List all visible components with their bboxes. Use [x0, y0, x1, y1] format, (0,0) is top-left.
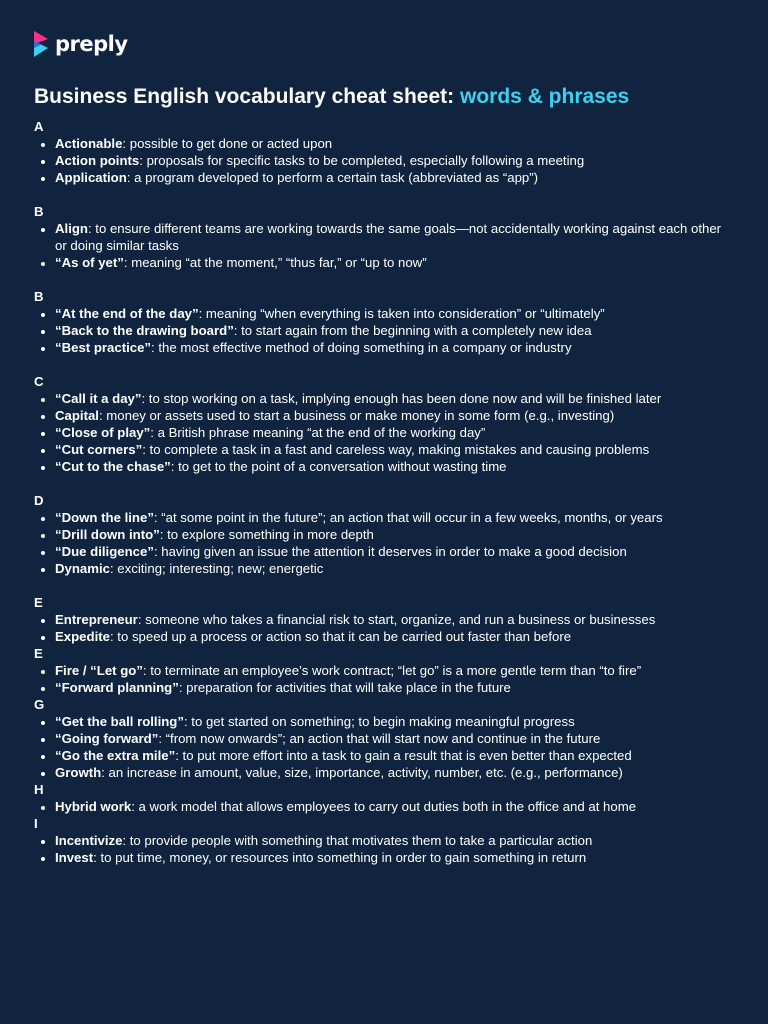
vocab-definition: : exciting; interesting; new; energetic — [109, 561, 324, 576]
vocab-item — [55, 526, 734, 543]
section-6 — [34, 645, 734, 696]
vocab-term: “Cut to the chase” — [55, 459, 171, 474]
vocab-definition: : meaning “at the moment,” “thus far,” or “up to now” — [123, 255, 427, 270]
vocab-term: Align — [55, 221, 88, 236]
vocab-definition: : to ensure different teams are working towards the same goals—not accidentally working against each other or doing similar tasks — [55, 221, 722, 253]
preply-logo[interactable] — [33, 31, 128, 57]
vocabulary-list — [34, 118, 734, 866]
vocab-item — [55, 713, 734, 730]
section-8 — [34, 781, 734, 815]
vocab-item — [55, 390, 734, 407]
vocab-term: Growth — [55, 765, 102, 780]
vocab-item — [55, 441, 734, 458]
section-letter: B — [34, 289, 44, 304]
vocab-item — [55, 458, 734, 475]
section-5 — [34, 594, 734, 645]
section-9 — [34, 815, 734, 866]
section-letter: E — [34, 595, 43, 610]
vocab-term: Expedite — [55, 629, 110, 644]
vocab-term: “Down the line” — [55, 510, 154, 525]
section-letter: E — [34, 646, 43, 661]
vocab-definition: : the most effective method of doing something in a company or industry — [151, 340, 572, 355]
section-0 — [34, 118, 734, 186]
vocab-term: Fire / “Let go” — [55, 663, 143, 678]
vocab-definition: : “at some point in the future”; an action that will occur in a few weeks, months, or years — [153, 510, 663, 525]
term-list — [34, 662, 734, 696]
section-letter: D — [34, 493, 44, 508]
vocab-term: “Back to the drawing board” — [55, 323, 234, 338]
vocab-term: “Due diligence” — [55, 544, 154, 559]
vocab-item — [55, 662, 734, 679]
vocab-term: “Cut corners” — [55, 442, 143, 457]
preply-logo-text: preply — [55, 32, 128, 56]
vocab-definition: : a work model that allows employees to carry out duties both in the office and at home — [131, 799, 637, 814]
vocab-definition: : to start again from the beginning with a completely new idea — [233, 323, 592, 338]
vocab-item — [55, 407, 734, 424]
vocab-item — [55, 424, 734, 441]
vocab-definition: : possible to get done or acted upon — [122, 136, 333, 151]
vocab-term: Actionable — [55, 136, 123, 151]
term-list — [34, 305, 734, 356]
vocab-term: “Call it a day” — [55, 391, 142, 406]
vocab-term: “As of yet” — [55, 255, 124, 270]
title-accent: words & phrases — [460, 85, 630, 108]
vocab-definition: : to provide people with something that motivates them to take a particular action — [122, 833, 593, 848]
vocab-term: “At the end of the day” — [55, 306, 199, 321]
vocab-item — [55, 679, 734, 696]
section-letter: A — [34, 119, 44, 134]
vocab-definition: : to explore something in more depth — [159, 527, 374, 542]
vocab-item — [55, 305, 734, 322]
vocab-term: “Go the extra mile” — [55, 748, 176, 763]
vocab-item — [55, 220, 734, 254]
term-list — [34, 220, 734, 271]
vocab-definition: : an increase in amount, value, size, importance, activity, number, etc. (e.g., performance) — [101, 765, 623, 780]
preply-logo-icon — [33, 31, 49, 57]
vocab-definition: : to put more effort into a task to gain a result that is even better than expected — [175, 748, 632, 763]
section-2 — [34, 288, 734, 356]
section-letter: G — [34, 697, 45, 712]
vocab-definition: : preparation for activities that will take place in the future — [178, 680, 511, 695]
vocab-definition: : having given an issue the attention it deserves in order to make a good decision — [153, 544, 627, 559]
vocab-item — [55, 339, 734, 356]
vocab-item — [55, 560, 734, 577]
vocab-term: Hybrid work — [55, 799, 132, 814]
vocab-item — [55, 832, 734, 849]
section-letter: B — [34, 204, 44, 219]
vocab-item — [55, 764, 734, 781]
term-list — [34, 135, 734, 186]
vocab-definition: : money or assets used to start a business or make money in some form (e.g., investing) — [98, 408, 615, 423]
section-3 — [34, 373, 734, 475]
vocab-item — [55, 747, 734, 764]
vocab-item — [55, 322, 734, 339]
term-list — [34, 713, 734, 781]
page-title — [34, 84, 629, 110]
vocab-item — [55, 152, 734, 169]
title-main: Business English vocabulary cheat sheet: — [34, 85, 455, 108]
section-1 — [34, 203, 734, 271]
section-letter: I — [34, 816, 38, 831]
section-4 — [34, 492, 734, 577]
vocab-item — [55, 509, 734, 526]
vocab-definition: : “from now onwards”; an action that will start now and continue in the future — [158, 731, 601, 746]
vocab-item — [55, 135, 734, 152]
vocab-definition: : someone who takes a financial risk to start, organize, and run a business or businesses — [137, 612, 656, 627]
vocab-term: “Get the ball rolling” — [55, 714, 184, 729]
vocab-definition: : to speed up a process or action so that it can be carried out faster than before — [109, 629, 572, 644]
vocab-item — [55, 254, 734, 271]
term-list — [34, 509, 734, 577]
vocab-term: Application — [55, 170, 127, 185]
vocab-term: Invest — [55, 850, 94, 865]
vocab-definition: : a program developed to perform a certain task (abbreviated as “app”) — [126, 170, 539, 185]
section-letter: C — [34, 374, 44, 389]
vocab-item — [55, 628, 734, 645]
vocab-definition: : proposals for specific tasks to be completed, especially following a meeting — [139, 153, 585, 168]
vocab-definition: : to stop working on a task, implying enough has been done now and will be finished later — [141, 391, 662, 406]
vocab-definition: : meaning “when everything is taken into consideration” or “ultimately” — [198, 306, 605, 321]
vocab-definition: : to terminate an employee’s work contract; “let go” is a more gentle term than “to fire” — [142, 663, 642, 678]
vocab-item — [55, 611, 734, 628]
vocab-term: “Forward planning” — [55, 680, 179, 695]
section-7 — [34, 696, 734, 781]
vocab-item — [55, 798, 734, 815]
vocab-term: “Best practice” — [55, 340, 152, 355]
vocab-term: Capital — [55, 408, 99, 423]
vocab-term: “Close of play” — [55, 425, 151, 440]
vocab-item — [55, 849, 734, 866]
vocab-term: “Drill down into” — [55, 527, 160, 542]
vocab-item — [55, 730, 734, 747]
vocab-item — [55, 169, 734, 186]
term-list — [34, 832, 734, 866]
term-list — [34, 611, 734, 645]
section-letter: H — [34, 782, 44, 797]
vocab-item — [55, 543, 734, 560]
vocab-definition: : to get to the point of a conversation without wasting time — [170, 459, 507, 474]
vocab-term: Entrepreneur — [55, 612, 138, 627]
vocab-definition: : a British phrase meaning “at the end of the working day” — [150, 425, 486, 440]
term-list — [34, 798, 734, 815]
vocab-term: Incentivize — [55, 833, 123, 848]
vocab-definition: : to complete a task in a fast and careless way, making mistakes and causing problems — [142, 442, 650, 457]
vocab-definition: : to put time, money, or resources into something in order to gain something in return — [93, 850, 587, 865]
vocab-term: Action points — [55, 153, 140, 168]
term-list — [34, 390, 734, 475]
vocab-definition: : to get started on something; to begin making meaningful progress — [183, 714, 575, 729]
vocab-term: Dynamic — [55, 561, 110, 576]
vocab-term: “Going forward” — [55, 731, 159, 746]
